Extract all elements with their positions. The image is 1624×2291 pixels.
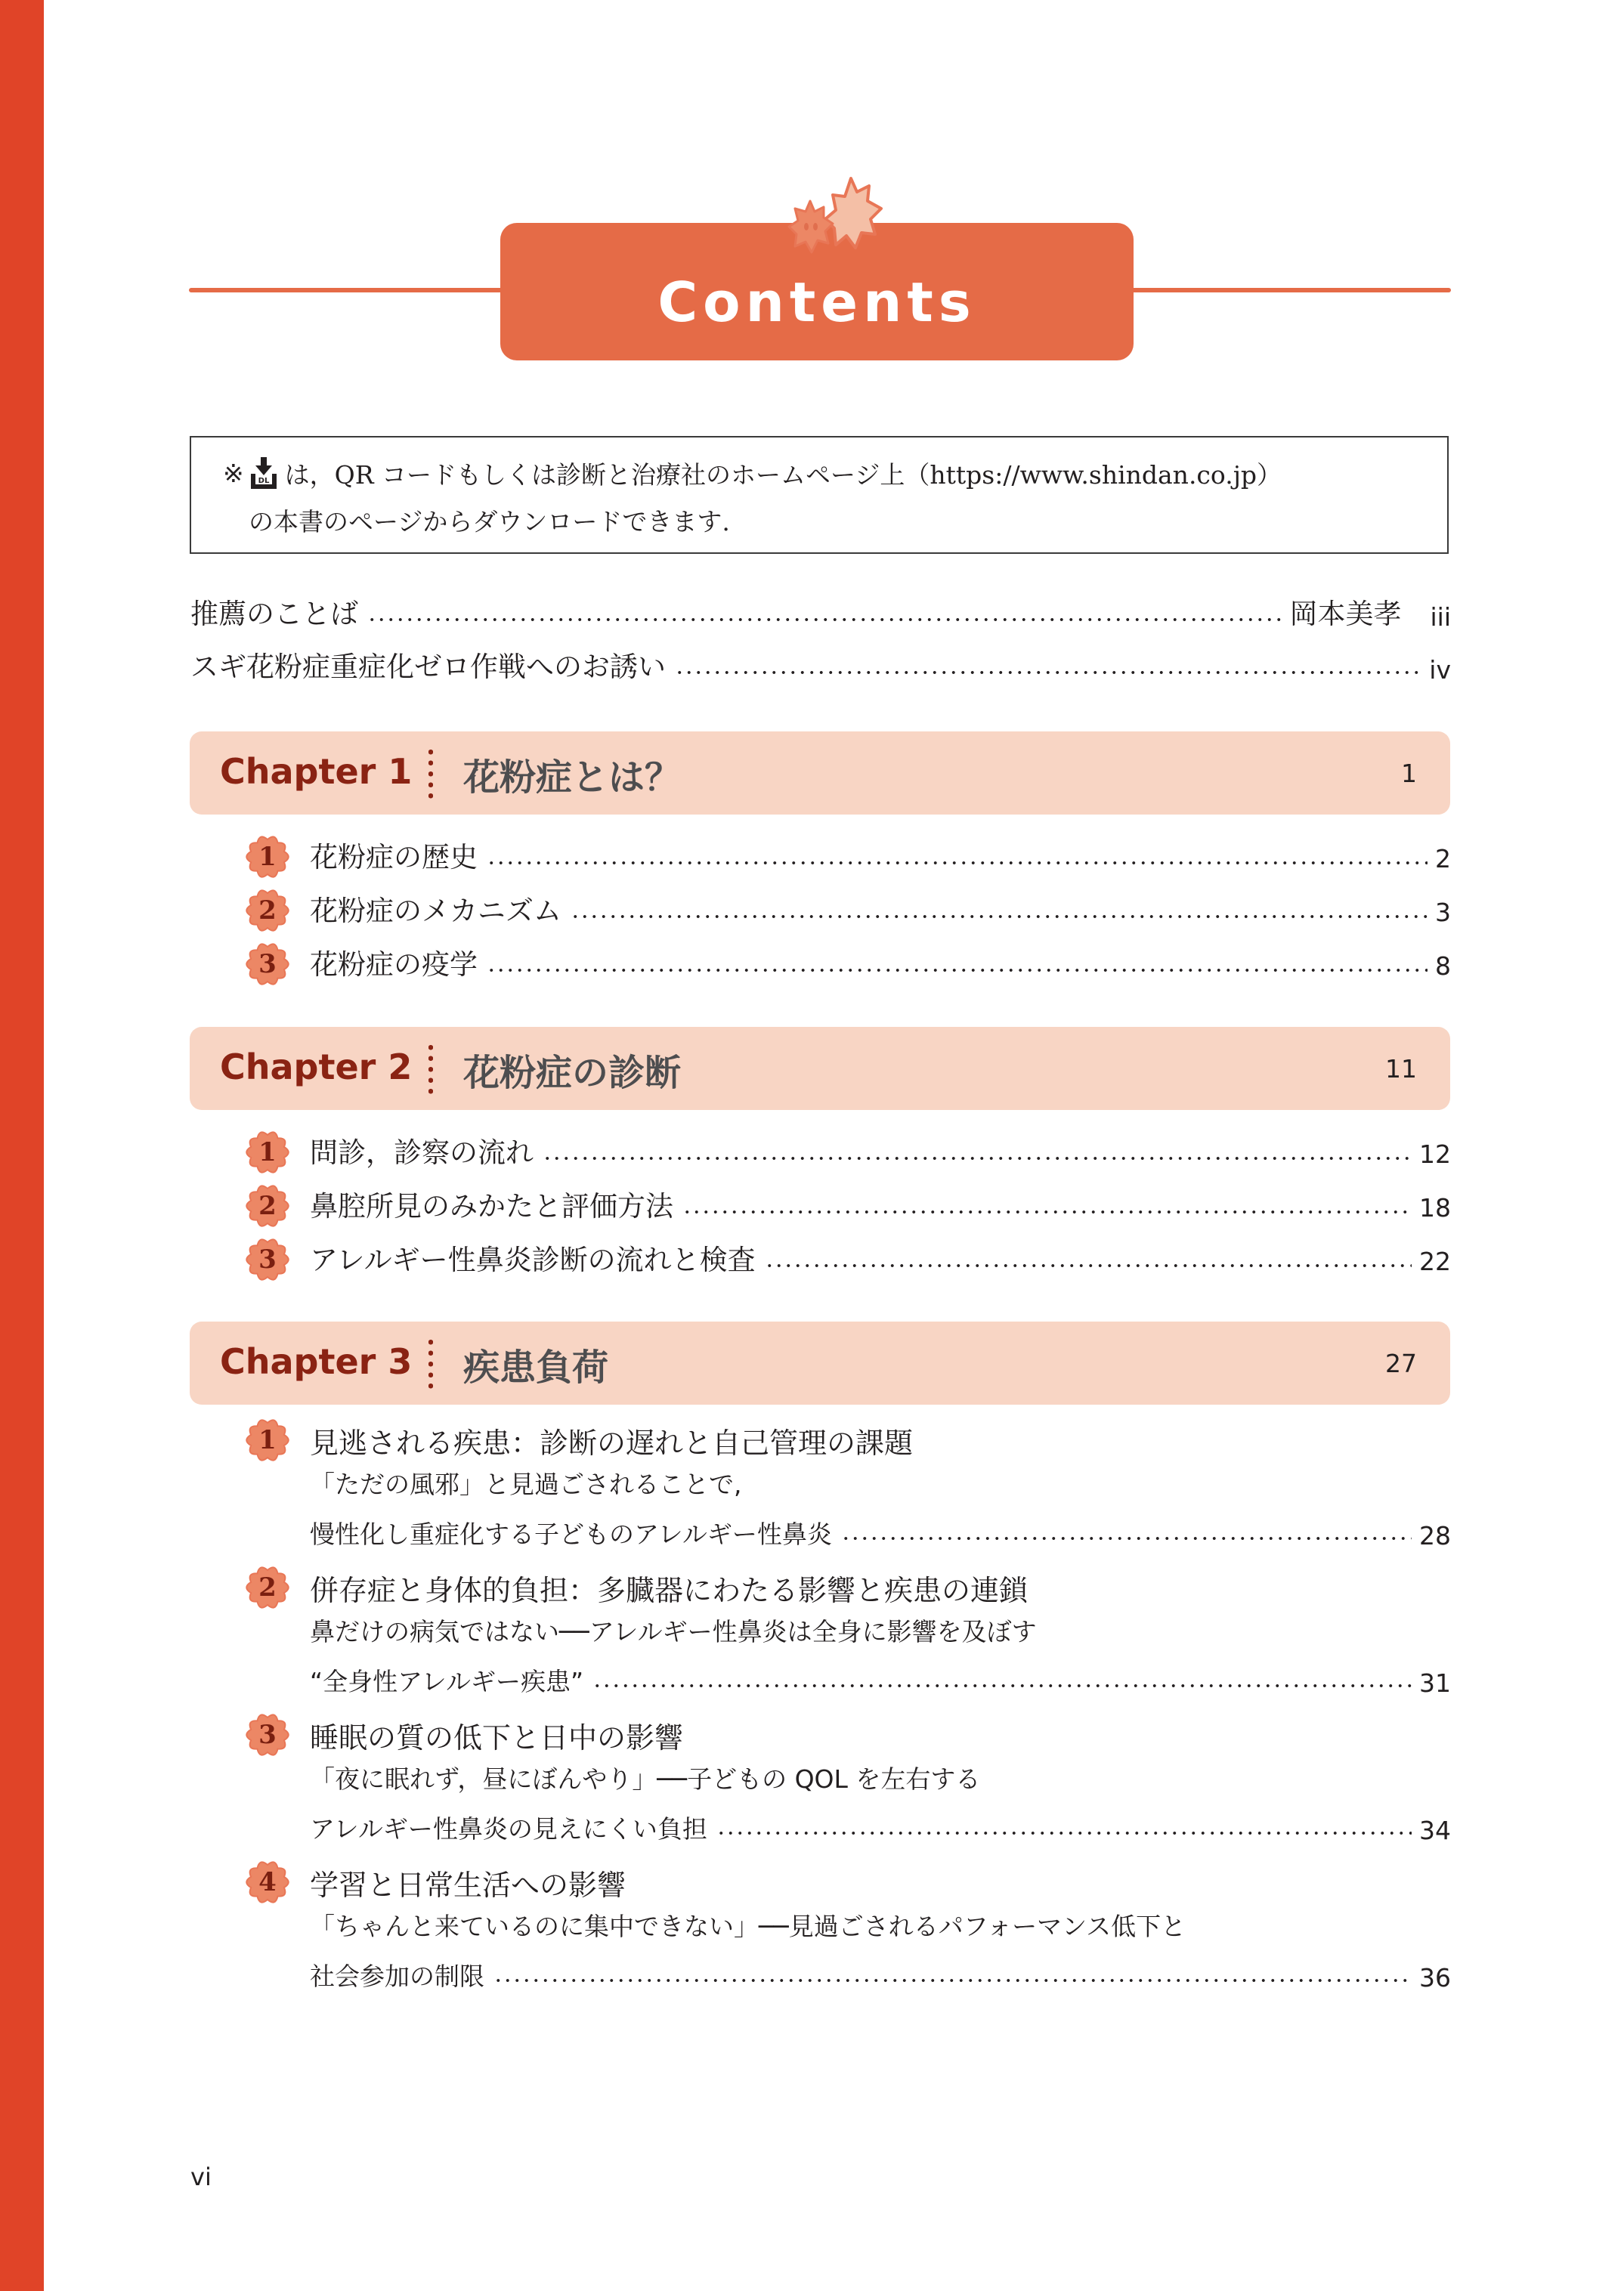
side-color-band [0,0,44,2291]
chapter-3-section-4[interactable] [243,1860,1451,1993]
dot-leader [841,1537,1412,1540]
section-heading [243,1860,1451,1905]
dot-leader [487,861,1428,864]
chapter-header-1[interactable] [190,731,1450,815]
dot-leader [592,1684,1412,1687]
section-page: 22 [1419,1247,1451,1276]
chapter-page: 11 [1385,1054,1417,1084]
section-badge-icon: 1 [243,1416,292,1464]
chapter-title: 疾患負荷 [463,1346,609,1389]
section-page: 18 [1419,1193,1451,1223]
chapter-page: 1 [1401,759,1417,788]
toc-section[interactable] [243,935,1451,988]
chapter-title: 花粉症とは？ [463,756,682,799]
toc-section[interactable] [243,881,1451,935]
section-page: 8 [1435,951,1451,981]
chapter-number: Chapter 1 [220,751,413,792]
section-heading [243,1418,1451,1463]
chapter-separator [428,747,433,801]
dot-leader [716,1832,1412,1835]
section-title: 花粉症の歴史 [310,841,478,873]
section-subtitle-line-1: 「夜に眠れず，昼にぼんやり」──子どもの QOL を左右する [310,1764,981,1794]
section-title: 見逃される疾患：診断の遅れと自己管理の課題 [310,1426,914,1460]
section-badge-icon: 1 [243,833,292,881]
download-dl-icon [249,457,279,490]
section-badge-icon: 1 [243,1128,292,1176]
download-notice-box [190,436,1449,554]
section-page: 2 [1435,844,1451,873]
section-page: 34 [1419,1816,1451,1845]
section-heading [243,1712,1451,1758]
section-subtitle-line-2: アレルギー性鼻炎の見えにくい負担 [310,1814,707,1844]
section-subtitle-row [243,1949,1451,1993]
chapter-separator [428,1337,433,1391]
section-subtitle-row [243,1801,1451,1845]
dot-leader [487,969,1428,972]
section-title: 睡眠の質の低下と日中の影響 [310,1721,684,1755]
toc-section[interactable] [243,1127,1451,1176]
dot-leader [571,915,1428,918]
chapter-header-3[interactable] [190,1322,1450,1405]
chapter-separator [428,1042,433,1096]
toc-section[interactable] [243,1230,1451,1284]
section-title: アレルギー性鼻炎診断の流れと検査 [310,1244,756,1276]
chapter-3-section-1[interactable] [243,1418,1451,1551]
notice-line-1 [223,456,1282,491]
title-rule-left [189,288,506,292]
notice-text-1: は，QR コードもしくは診断と治療社のホームページ上（https://www.shindan.co.jp） [284,460,1282,490]
section-subtitle-line-2: 社会参加の制限 [310,1962,484,1991]
flower-decoration-icon [762,175,883,258]
entry-page: iii [1430,602,1451,632]
title-rule-right [1126,288,1451,292]
section-title: 花粉症のメカニズム [310,895,561,927]
entry-title: 推薦のことば [190,598,358,630]
section-subtitle-row [243,1654,1451,1698]
section-badge-icon: 3 [243,1235,292,1284]
section-title: 問診，診察の流れ [310,1136,534,1169]
page-folio: vi [190,2163,212,2191]
section-subtitle-line-1: 鼻だけの病気ではない──アレルギー性鼻炎は全身に影響を及ぼす [310,1617,1037,1646]
notice-symbol: ※ [223,459,244,488]
section-subtitle-line-2: “全身性アレルギー疾患” [310,1667,584,1696]
toc-section[interactable] [243,831,1451,881]
toc-section[interactable] [243,1176,1451,1230]
entry-page: iv [1429,655,1451,685]
dot-leader [675,671,1421,674]
section-title: 鼻腔所見のみかたと評価方法 [310,1190,673,1223]
section-subtitle-row [243,1507,1451,1551]
entry-author: 岡本美孝 [1289,598,1402,630]
section-page: 31 [1419,1668,1451,1698]
chapter-3-section-3[interactable] [243,1712,1451,1845]
svg-text:DL: DL [258,476,269,485]
section-badge-icon: 2 [243,1563,292,1612]
section-page: 12 [1419,1139,1451,1169]
section-page: 36 [1419,1963,1451,1993]
chapter-1-sections [243,831,1451,988]
section-badge-icon: 3 [243,940,292,988]
section-page: 28 [1419,1521,1451,1551]
chapter-page: 27 [1385,1349,1417,1378]
section-subtitle-line-2: 慢性化し重症化する子どものアレルギー性鼻炎 [310,1520,832,1549]
entry-title: スギ花粉症重症化ゼロ作戦へのお誘い [190,651,666,683]
section-badge-icon: 4 [243,1858,292,1906]
chapter-number: Chapter 3 [220,1341,413,1382]
section-title: 花粉症の疫学 [310,948,478,981]
section-subtitle-line-1: 「ただの風邪」と見過ごされることで, [310,1470,742,1499]
toc-entry-invitation[interactable] [190,647,1451,685]
section-page: 3 [1435,898,1451,927]
section-heading [243,1565,1451,1610]
page-title: Contents [657,271,976,334]
section-title: 学習と日常生活への影響 [310,1868,626,1902]
chapter-title: 花粉症の診断 [463,1052,682,1094]
chapter-2-sections [243,1127,1451,1284]
section-badge-icon: 2 [243,886,292,935]
dot-leader [493,1979,1412,1982]
dot-leader [367,618,1282,621]
section-title: 併存症と身体的負担：多臓器にわたる影響と疾患の連鎖 [310,1573,1029,1607]
chapter-header-2[interactable] [190,1027,1450,1110]
section-badge-icon: 3 [243,1711,292,1759]
dot-leader [543,1157,1412,1160]
dot-leader [682,1210,1412,1214]
dot-leader [765,1264,1412,1267]
section-subtitle-line-1: 「ちゃんと来ているのに集中できない」──見過ごされるパフォーマンス低下と [310,1912,1186,1941]
chapter-3-section-2[interactable] [243,1565,1451,1698]
toc-entry-foreword[interactable] [190,594,1451,632]
section-badge-icon: 2 [243,1182,292,1230]
chapter-number: Chapter 2 [220,1047,413,1087]
notice-text-2: の本書のページからダウンロードできます. [249,507,730,536]
